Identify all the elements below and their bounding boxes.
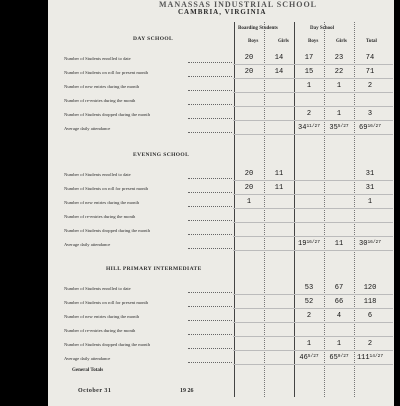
cell-total xyxy=(356,184,384,192)
dot-leader xyxy=(188,334,232,335)
cell-value: 53 xyxy=(304,284,314,292)
row-rule xyxy=(233,180,393,181)
dot-leader xyxy=(188,62,232,63)
row-rule xyxy=(233,120,393,121)
row-rule xyxy=(233,78,393,79)
row-rule xyxy=(233,194,393,195)
cell-value: 6 xyxy=(367,312,373,320)
cell-b-girls xyxy=(265,184,293,192)
row-label: Number of Students dropped during the month xyxy=(64,112,150,117)
cell-value: 1 xyxy=(306,340,312,348)
dot-leader xyxy=(188,118,232,119)
row-label: Average daily attendance xyxy=(64,126,111,131)
row-label: Number of re-entries during the month xyxy=(64,328,136,333)
cell-total xyxy=(356,82,384,90)
row-rule xyxy=(233,208,393,209)
cell-b-girls xyxy=(265,68,293,76)
row-rule xyxy=(233,336,393,337)
report-year: 19 26 xyxy=(180,388,194,394)
cell-d-girls xyxy=(325,82,353,90)
row-rule xyxy=(233,322,393,323)
row-rule xyxy=(233,350,393,351)
cell-value: 74 xyxy=(365,54,375,62)
cell-value: 35 xyxy=(329,124,338,132)
row-rule xyxy=(233,308,393,309)
dot-leader xyxy=(188,248,232,249)
dot-leader xyxy=(188,104,232,105)
dot-leader xyxy=(188,220,232,221)
row-label: Number of Students on roll for present month xyxy=(64,300,149,305)
col-boarding-boys: Boys xyxy=(248,39,259,44)
cell-value: 11 xyxy=(274,170,284,178)
col-total: Total xyxy=(366,39,377,44)
dot-leader xyxy=(188,348,232,349)
cell-value: 11 xyxy=(274,184,284,192)
dot-leader xyxy=(188,234,232,235)
section-title: EVENING SCHOOL xyxy=(133,152,190,158)
cell-d-boys xyxy=(295,110,323,118)
cell-total xyxy=(356,340,384,348)
cell-value: 14 xyxy=(274,68,284,76)
cell-fraction: 5/27 xyxy=(337,124,349,129)
row-label: Number of Students enrolled to date xyxy=(64,172,131,177)
cell-fraction: 9/27 xyxy=(337,354,349,359)
row-label: Number of re-entries during the month xyxy=(64,98,136,103)
cell-value: 111 xyxy=(356,354,370,362)
row-rule xyxy=(233,364,393,365)
row-label: Number of new entries during the month xyxy=(64,84,140,89)
row-label: Average daily attendance xyxy=(64,242,111,247)
cell-value: 22 xyxy=(334,68,344,76)
row-label: Number of Students enrolled to date xyxy=(64,286,131,291)
row-label: Number of Students on roll for present month xyxy=(64,186,149,191)
cell-value: 20 xyxy=(244,184,254,192)
cell-value: 34 xyxy=(298,124,307,132)
cell-value: 23 xyxy=(334,54,344,62)
row-label: Number of Students enrolled to date xyxy=(64,56,131,61)
cell-fraction: 11/27 xyxy=(306,124,320,129)
cell-b-girls xyxy=(265,54,293,62)
cell-value: 46 xyxy=(299,354,308,362)
cell-fraction: 16/27 xyxy=(367,240,381,245)
cell-total xyxy=(356,284,384,292)
school-name: MANASSAS INDUSTRIAL SCHOOL xyxy=(158,0,318,8)
cell-value: 1 xyxy=(367,198,373,206)
row-rule xyxy=(233,222,393,223)
cell-value: 3 xyxy=(367,110,373,118)
cell-total xyxy=(356,68,384,76)
cell-d-boys xyxy=(295,340,323,348)
cell-total xyxy=(356,312,384,320)
cell-value: 20 xyxy=(244,68,254,76)
row-rule xyxy=(233,92,393,93)
cell-d-girls xyxy=(325,54,353,62)
col-day-boys: Boys xyxy=(308,39,319,44)
dot-leader xyxy=(188,192,232,193)
cell-value: 1 xyxy=(336,82,342,90)
report-month: October 31 xyxy=(78,388,112,394)
cell-d-girls xyxy=(325,240,353,248)
cell-d-boys xyxy=(295,354,323,362)
dot-leader xyxy=(188,132,232,133)
row-rule xyxy=(233,134,393,135)
school-location: CAMBRIA, VIRGINIA xyxy=(178,8,267,16)
section-title: DAY SCHOOL xyxy=(133,36,174,42)
boarding-students-header: Boarding Students xyxy=(238,26,278,31)
cell-value: 118 xyxy=(363,298,377,306)
cell-b-boys xyxy=(235,54,263,62)
cell-d-girls xyxy=(325,284,353,292)
cell-value: 65 xyxy=(329,354,338,362)
cell-b-boys xyxy=(235,170,263,178)
cell-d-boys xyxy=(295,312,323,320)
cell-value: 52 xyxy=(304,298,314,306)
cell-total xyxy=(356,170,384,178)
cell-value: 15 xyxy=(304,68,314,76)
cell-total xyxy=(356,354,384,362)
dot-leader xyxy=(188,306,232,307)
cell-d-girls xyxy=(325,354,353,362)
cell-total xyxy=(356,240,384,248)
row-label: Number of re-entries during the month xyxy=(64,214,136,219)
col-boarding-girls: Girls xyxy=(278,39,289,44)
report-page xyxy=(48,0,394,406)
cell-value: 11 xyxy=(334,240,344,248)
cell-value: 20 xyxy=(244,170,254,178)
cell-d-girls xyxy=(325,68,353,76)
cell-fraction: 5/27 xyxy=(307,354,319,359)
row-label: Number of Students dropped during the month xyxy=(64,228,150,233)
cell-value: 14 xyxy=(274,54,284,62)
cell-value: 19 xyxy=(298,240,307,248)
cell-value: 71 xyxy=(365,68,375,76)
cell-value: 1 xyxy=(306,82,312,90)
cell-total xyxy=(356,124,384,132)
cell-value: 67 xyxy=(334,284,344,292)
row-rule xyxy=(233,294,393,295)
cell-value: 17 xyxy=(304,54,314,62)
row-label: Number of Students on roll for present month xyxy=(64,70,149,75)
dot-leader xyxy=(188,90,232,91)
cell-value: 1 xyxy=(336,110,342,118)
row-rule xyxy=(233,106,393,107)
cell-value: 2 xyxy=(367,340,373,348)
cell-value: 20 xyxy=(244,54,254,62)
cell-d-boys xyxy=(295,124,323,132)
cell-total xyxy=(356,54,384,62)
day-school-header: Day School xyxy=(310,26,335,31)
cell-fraction: 16/27 xyxy=(306,240,320,245)
cell-d-girls xyxy=(325,340,353,348)
cell-fraction: 16/27 xyxy=(367,124,381,129)
dot-leader xyxy=(188,76,232,77)
cell-value: 1 xyxy=(246,198,252,206)
row-label: Average daily attendance xyxy=(64,356,111,361)
row-rule xyxy=(233,250,393,251)
dot-leader xyxy=(188,206,232,207)
dot-leader xyxy=(188,292,232,293)
cell-d-boys xyxy=(295,82,323,90)
col-day-girls: Girls xyxy=(336,39,347,44)
row-label: Number of new entries during the month xyxy=(64,200,140,205)
cell-total xyxy=(356,198,384,206)
cell-value: 31 xyxy=(365,184,375,192)
cell-d-girls xyxy=(325,110,353,118)
cell-b-boys xyxy=(235,198,263,206)
cell-value: 69 xyxy=(359,124,368,132)
cell-value: 4 xyxy=(336,312,342,320)
cell-b-boys xyxy=(235,184,263,192)
cell-d-boys xyxy=(295,54,323,62)
cell-value: 1 xyxy=(336,340,342,348)
cell-d-boys xyxy=(295,68,323,76)
row-label: Number of Students dropped during the month xyxy=(64,342,150,347)
general-totals-label: General Totals xyxy=(72,368,104,373)
cell-b-girls xyxy=(265,170,293,178)
section-title: HILL PRIMARY INTERMEDIATE xyxy=(106,266,202,272)
cell-value: 31 xyxy=(365,170,375,178)
cell-total xyxy=(356,298,384,306)
cell-d-girls xyxy=(325,124,353,132)
cell-value: 30 xyxy=(359,240,368,248)
dot-leader xyxy=(188,362,232,363)
row-rule xyxy=(233,64,393,65)
cell-total xyxy=(356,110,384,118)
dot-leader xyxy=(188,178,232,179)
row-rule xyxy=(233,236,393,237)
cell-d-boys xyxy=(295,298,323,306)
cell-value: 2 xyxy=(306,110,312,118)
cell-value: 2 xyxy=(306,312,312,320)
cell-value: 120 xyxy=(363,284,377,292)
cell-value: 66 xyxy=(334,298,344,306)
cell-d-girls xyxy=(325,312,353,320)
cell-fraction: 14/27 xyxy=(369,354,384,359)
cell-d-girls xyxy=(325,298,353,306)
cell-value: 2 xyxy=(367,82,373,90)
cell-d-boys xyxy=(295,240,323,248)
dot-leader xyxy=(188,320,232,321)
cell-b-boys xyxy=(235,68,263,76)
cell-d-boys xyxy=(295,284,323,292)
row-label: Number of new entries during the month xyxy=(64,314,140,319)
